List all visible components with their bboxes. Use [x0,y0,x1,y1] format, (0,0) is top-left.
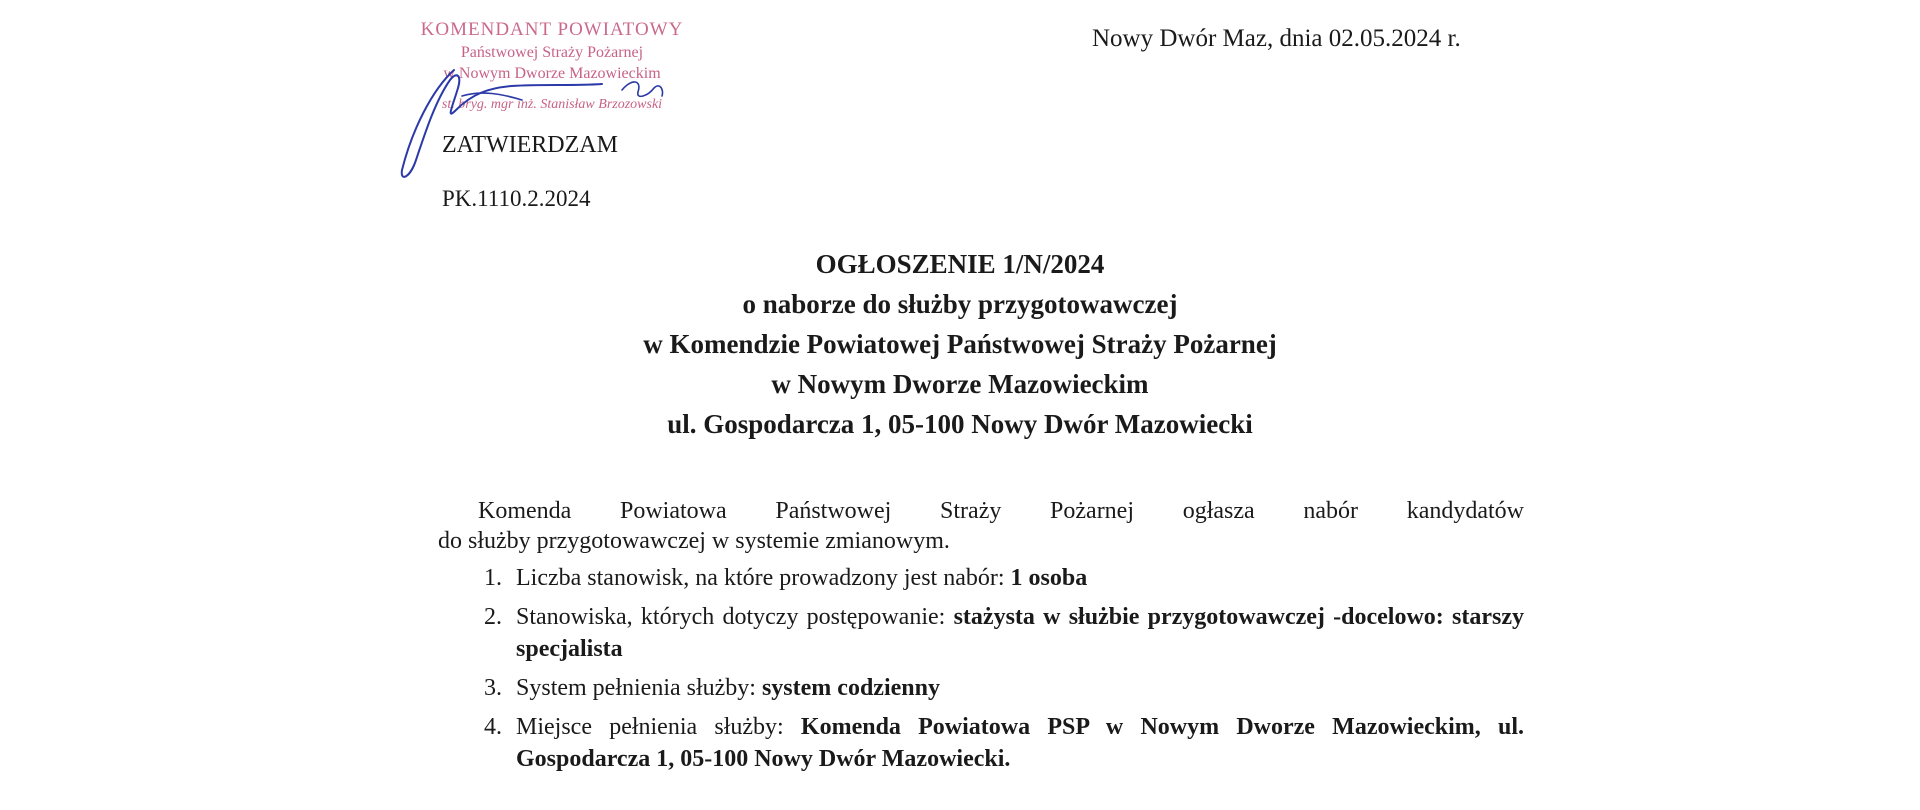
reference-number: PK.1110.2.2024 [442,186,591,211]
official-stamp [392,18,712,116]
stamp-line-2: Państwowej Straży Pożarnej [460,44,644,61]
intro-line-2: do służby przygotowawczej w systemie zmianowym. [438,528,950,554]
stamp-signatory: st. bryg. mgr inż. Stanisław Brzozowski [441,97,663,112]
requirements-list [438,562,1524,775]
list-item [508,672,1524,704]
stamp-line-3: w Nowym Dworze Mazowieckim [443,65,661,82]
item-label: Liczba stanowisk, na które prowadzony jest nabór: [516,565,1011,591]
item-label: System pełnienia służby: [516,675,762,701]
document-date: Nowy Dwór Maz, dnia 02.05.2024 r. [1092,25,1461,52]
list-item [508,601,1524,665]
item-label: Miejsce pełnienia służby: [516,714,801,740]
item-value: stażysta w służbie przygotowawczej -docelowo: starszy specjalista [516,604,1525,662]
stamp-title: KOMENDANT POWIATOWY [420,19,684,40]
item-value: 1 osoba [1010,565,1088,591]
approval-label: ZATWIERDZAM [442,132,618,158]
title-line-5: ul. Gospodarcza 1, 05-100 Nowy Dwór Mazowiecki [667,409,1253,439]
announcement-title [0,244,1920,444]
intro-line-1: Komenda Powiatowa Państwowej Straży Pożarnej ogłasza nabór kandydatów [478,498,1524,524]
item-value: system codzienny [761,675,940,701]
list-item [508,711,1524,775]
list-item [508,562,1524,594]
title-line-4: w Nowym Dworze Mazowieckim [771,369,1149,399]
announcement-body [438,496,1524,782]
title-line-3: w Komendzie Powiatowej Państwowej Straży Pożarnej [643,329,1277,359]
title-line-2: o naborze do służby przygotowawczej [742,289,1178,319]
item-value: Komenda Powiatowa PSP w Nowym Dworze Mazowieckim, ul. Gospodarcza 1, 05-100 Nowy Dwór Mazowiecki. [516,714,1525,772]
title-line-1: OGŁOSZENIE 1/N/2024 [815,249,1105,279]
item-label: Stanowiska, których dotyczy postępowanie: [516,604,954,630]
